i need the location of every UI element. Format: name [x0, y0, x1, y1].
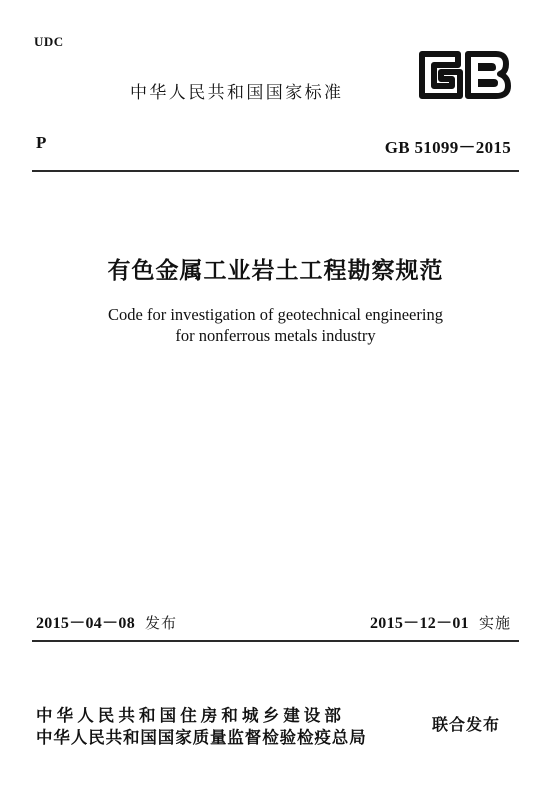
joint-issue-label: 联合发布 — [432, 715, 501, 734]
issue-date: 2015－04－08 — [36, 615, 135, 632]
issuer-ministry-housing: 中华人民共和国住房和城乡建设部 — [36, 706, 345, 725]
classification-code: P — [36, 133, 47, 152]
top-divider — [32, 170, 519, 172]
implement-date: 2015－12－01 — [369, 615, 469, 632]
gb-logo — [414, 46, 512, 104]
issuer-quality-administration: 中华人民共和国国家质量监督检验检疫总局 — [36, 728, 367, 747]
udc-label: UDC — [34, 34, 64, 49]
english-title — [0, 304, 551, 346]
issue-date-block — [36, 610, 177, 633]
bottom-divider — [32, 640, 519, 642]
standard-number: GB 51099－2015 — [384, 138, 511, 157]
english-title-line-2: for nonferrous metals industry — [175, 326, 376, 345]
implement-date-block — [370, 610, 511, 633]
issue-label: 发布 — [145, 614, 178, 632]
implement-label: 实施 — [478, 614, 511, 632]
standard-type-heading: 中华人民共和国国家标准 — [130, 83, 344, 103]
english-title-line-1: Code for investigation of geotechnical engineering — [108, 305, 443, 324]
chinese-title: 有色金属工业岩土工程勘察规范 — [107, 257, 444, 284]
